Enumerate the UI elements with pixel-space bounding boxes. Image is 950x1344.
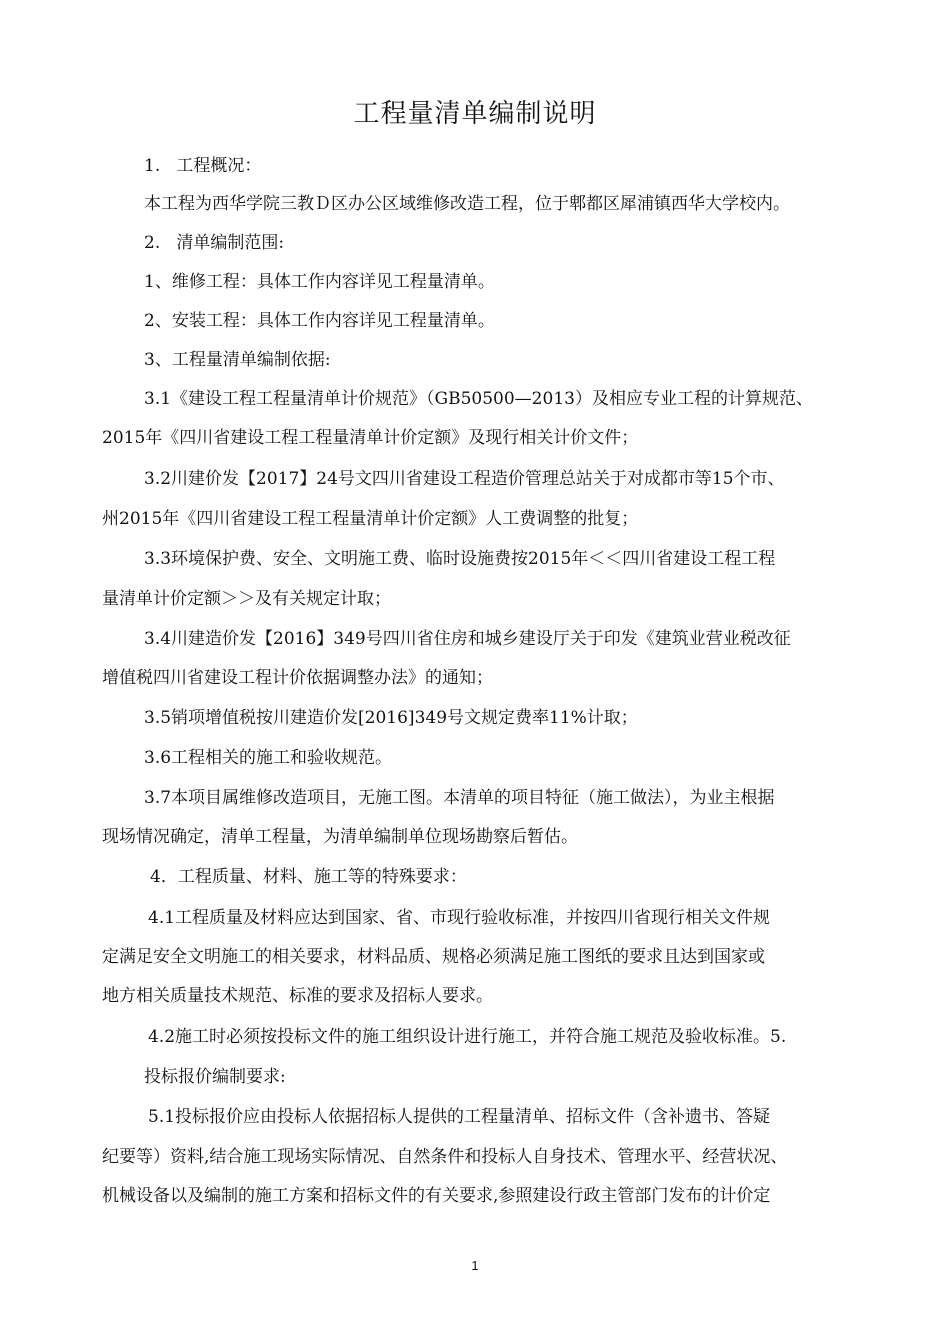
section-heading: 1. 工程概况： — [144, 156, 262, 176]
paragraph-line: 纪要等）资料,结合施工现场实际情况、自然条件和投标人自身技术、管理水平、经营状况、 — [102, 1147, 788, 1167]
section-heading: 4．工程质量、材料、施工等的特殊要求： — [150, 867, 467, 887]
section-heading: 2. 清单编制范围: — [144, 233, 285, 253]
list-item: 1、维修工程：具体工作内容详见工程量清单。 — [144, 272, 495, 292]
paragraph-line: 机械设备以及编制的施工方案和招标文件的有关要求,参照建设行政主管部门发布的计价定 — [102, 1186, 771, 1206]
paragraph-line: 定满足安全文明施工的相关要求，材料品质、规格必须满足施工图纸的要求且达到国家或 — [102, 947, 765, 967]
paragraph-line: 5.1投标报价应由投标人依据招标人提供的工程量清单、招标文件（含补遗书、答疑 — [148, 1107, 771, 1127]
list-item: 2、安装工程：具体工作内容详见工程量清单。 — [144, 311, 495, 331]
paragraph-line: 增值税四川省建设工程计价依据调整办法》的通知； — [102, 668, 493, 688]
paragraph-line: 3.4川建造价发【2016】349号四川省住房和城乡建设厅关于印发《建筑业营业税改征 — [144, 629, 791, 649]
paragraph-line: 3.3环境保护费、安全、文明施工费、临时设施费按2015年＜＜四川省建设工程工程 — [144, 549, 776, 569]
paragraph-line: 2015年《四川省建设工程工程量清单计价定额》及现行相关计价文件； — [102, 428, 639, 448]
paragraph-line: 地方相关质量技术规范、标准的要求及招标人要求。 — [102, 986, 493, 1006]
paragraph-line: 4.1工程质量及材料应达到国家、省、市现行验收标准，并按四川省现行相关文件规 — [148, 908, 771, 928]
document-title: 工程量清单编制说明 — [353, 99, 597, 129]
paragraph-line: 现场情况确定，清单工程量，为清单编制单位现场勘察后暂估。 — [102, 827, 578, 847]
paragraph-line: 3.6工程相关的施工和验收规范。 — [144, 748, 393, 768]
paragraph-line: 3.7本项目属维修改造项目，无施工图。本清单的项目特征（施工做法），为业主根据 — [144, 788, 775, 808]
paragraph-line: 3.1《建设工程工程量清单计价规范》（GB50500—2013）及相应专业工程的计算规范、 — [144, 389, 813, 409]
paragraph-line: 4.2施工时必须按投标文件的施工组织设计进行施工，并符合施工规范及验收标准。5. — [148, 1027, 787, 1047]
paragraph-line: 3.5销项增值税按川建造价发[2016]349号文规定费率11%计取； — [144, 708, 638, 728]
paragraph-line: 州2015年《四川省建设工程工程量清单计价定额》人工费调整的批复； — [102, 509, 639, 529]
paragraph-line: 量清单计价定额＞＞及有关规定计取； — [102, 589, 391, 609]
section-heading: 投标报价编制要求: — [144, 1067, 286, 1087]
paragraph-line: 3.2川建价发【2017】24号文四川省建设工程造价管理总站关于对成都市等15个市、 — [144, 469, 785, 489]
paragraph-line: 本工程为西华学院三教Ｄ区办公区域维修改造工程，位于郫都区犀浦镇西华大学校内。 — [144, 194, 790, 214]
page-number: 1 — [471, 1258, 479, 1273]
section-heading: 3、工程量清单编制依据: — [144, 350, 331, 370]
